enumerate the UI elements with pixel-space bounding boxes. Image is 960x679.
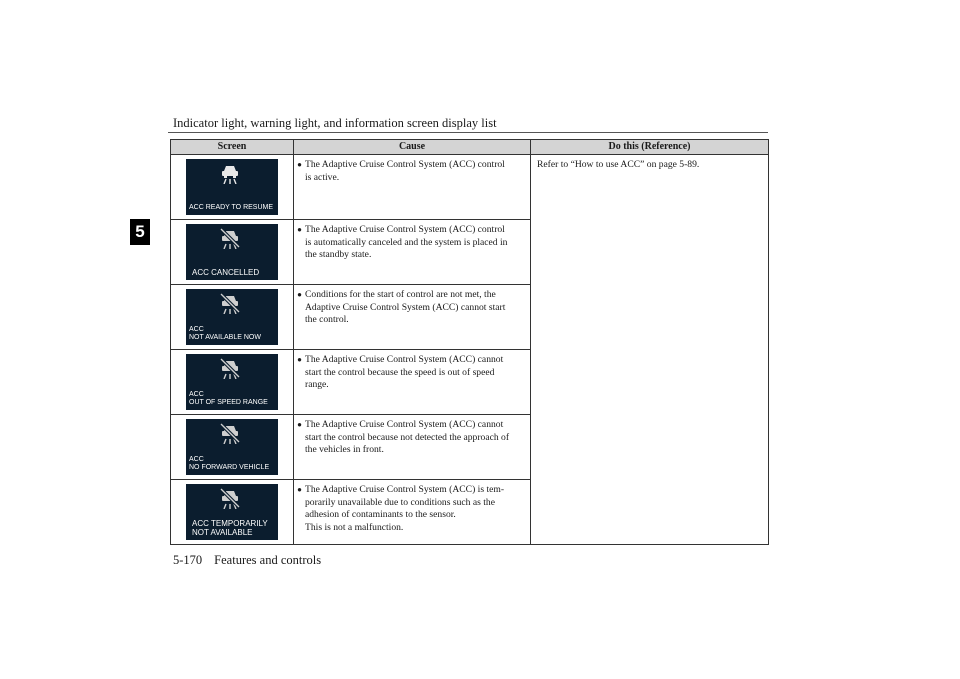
acc-screen-image: [186, 289, 278, 345]
footer-section: Features and controls: [214, 553, 322, 567]
screen-cell: [171, 415, 294, 480]
screen-cell: [171, 155, 294, 220]
acc-off-icon: [218, 357, 242, 379]
cause-text: The Adaptive Cruise Control System (ACC) cannot start the control because not detected the approach of the vehicles in front.: [305, 419, 510, 456]
acc-screen-image: [186, 484, 278, 540]
reference-cell: [531, 155, 769, 545]
cause-cell: [294, 155, 531, 220]
acc-ready-icon: [218, 162, 242, 184]
bullet-icon: ●: [297, 290, 302, 299]
bullet-icon: ●: [297, 160, 302, 169]
screen-cell: [171, 480, 294, 545]
acc-screen-image: [186, 354, 278, 410]
screen-message: ACC CANCELLED: [192, 268, 260, 277]
table-row: [171, 155, 769, 220]
acc-screen-image: [186, 224, 278, 280]
cause-cell: [294, 415, 531, 480]
page-number: 5-170: [173, 553, 203, 567]
acc-off-icon: [218, 227, 242, 249]
bullet-icon: ●: [297, 485, 302, 494]
cause-text: The Adaptive Cruise Control System (ACC) is tem- porarily unavailable due to conditions such as the adhesion of contaminants to the sensor. This is not a malfunction.: [305, 484, 505, 533]
table-header-row: [171, 140, 769, 155]
acc-screen-image: [186, 419, 278, 475]
column-header-do-this: Do this (Reference): [531, 140, 769, 155]
screen-message: ACC TEMPORARILY NOT AVAILABLE: [192, 519, 268, 537]
acc-off-icon: [218, 292, 242, 314]
bullet-icon: ●: [297, 355, 302, 364]
page-footer: [173, 553, 321, 568]
cause-cell: [294, 480, 531, 545]
cause-cell: [294, 350, 531, 415]
screen-message: ACC NO FORWARD VEHICLE: [189, 456, 270, 471]
cause-text: The Adaptive Cruise Control System (ACC) control is active.: [305, 159, 505, 183]
screen-message: ACC NOT AVAILABLE NOW: [189, 326, 261, 341]
cause-text: Conditions for the start of control are not met, the Adaptive Cruise Control System (ACC) cannot start the control.: [305, 289, 506, 326]
acc-off-icon: [218, 487, 242, 509]
indicator-table: [170, 139, 769, 545]
acc-off-icon: [218, 422, 242, 444]
bullet-icon: ●: [297, 225, 302, 234]
page-header-title: Indicator light, warning light, and information screen display list: [173, 116, 497, 130]
reference-text: Refer to “How to use ACC” on page 5-89.: [537, 159, 700, 170]
screen-cell: [171, 220, 294, 285]
header-divider: [168, 132, 768, 133]
column-header-cause: Cause: [294, 140, 531, 155]
cause-cell: [294, 285, 531, 350]
bullet-icon: ●: [297, 420, 302, 429]
chapter-tab: 5: [130, 219, 150, 245]
cause-text: The Adaptive Cruise Control System (ACC) control is automatically canceled and the system is placed in the standby state.: [305, 224, 508, 261]
screen-message: ACC OUT OF SPEED RANGE: [189, 391, 268, 406]
cause-cell: [294, 220, 531, 285]
screen-cell: [171, 285, 294, 350]
cause-text: The Adaptive Cruise Control System (ACC) cannot start the control because the speed is out of speed range.: [305, 354, 504, 391]
screen-cell: [171, 350, 294, 415]
screen-message: ACC READY TO RESUME: [189, 204, 274, 211]
acc-screen-image: [186, 159, 278, 215]
column-header-screen: Screen: [171, 140, 294, 155]
